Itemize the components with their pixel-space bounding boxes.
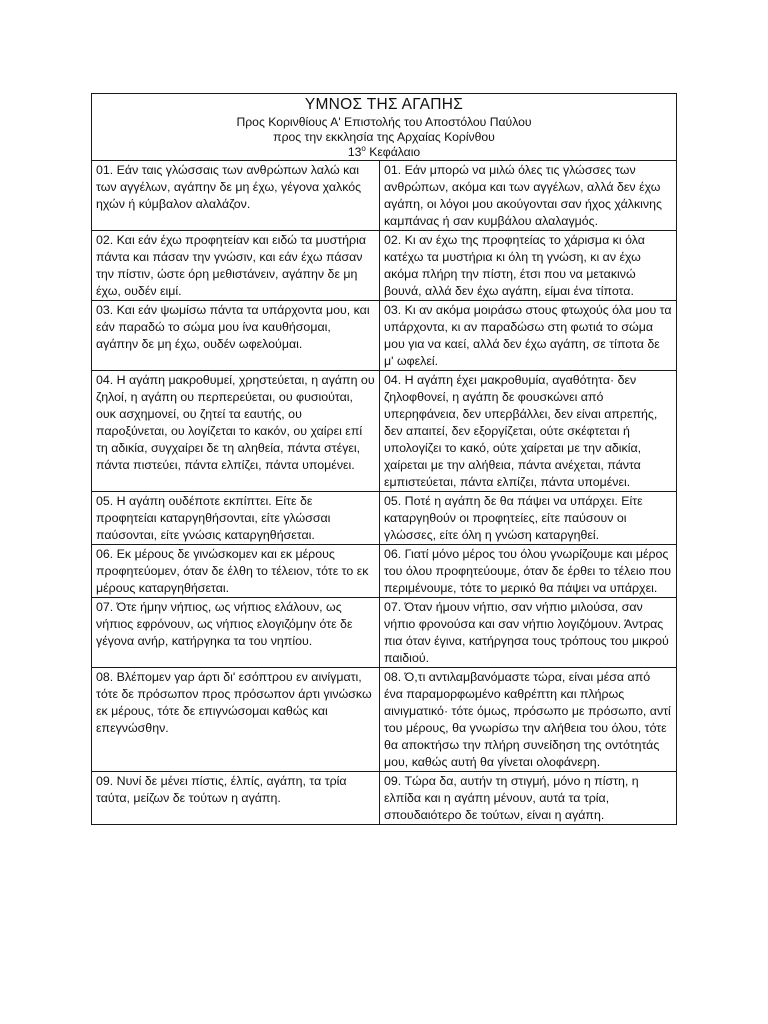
verse-row-01 xyxy=(92,161,677,231)
header-row xyxy=(92,94,677,161)
church-subtitle: προς την εκκλησία της Αρχαίας Κορίνθου xyxy=(273,130,495,144)
chapter-word: Κεφάλαιο xyxy=(365,145,421,159)
verse-row-06 xyxy=(92,545,677,598)
epistle-subtitle: Προς Κορινθίους Α' Επιστολής του Αποστόλου Παύλου xyxy=(236,115,532,129)
ancient-text-cell: 08. Βλέπομεν γαρ άρτι δι' εσόπτρου εν αινίγματι, τότε δε πρόσωπον προς πρόσωπον άρτι γινώσκω εκ μέρους, τότε δε επιγνώσομαι καθώς και επεγνώσθην. xyxy=(92,668,380,772)
modern-text-cell: 07. Όταν ήμουν νήπιο, σαν νήπιο μιλούσα, σαν νήπιο φρονούσα και σαν νήπιο λογιζόμουν. Άντρας πια όταν έγινα, κατήργησα τους τρόπους του μικρού παιδιού. xyxy=(380,598,677,668)
ancient-text-cell: 05. Η αγάπη ουδέποτε εκπίπτει. Είτε δε προφητείαι καταργηθήσονται, είτε γλώσσαι παύσονται, είτε γνώσις καταργηθήσεται. xyxy=(92,492,380,545)
modern-text-cell: 05. Ποτέ η αγάπη δε θα πάψει να υπάρχει. Είτε καταργηθούν οι προφητείες, είτε παύσουν οι γλώσσες, είτε όλη η γνώση καταργηθεί. xyxy=(380,492,677,545)
modern-text-cell: 02. Κι αν έχω της προφητείας το χάρισμα κι όλα κατέχω τα μυστήρια κι όλη τη γνώση, κι αν έχω ακόμα πλήρη την πίστη, έτσι που να μετακινώ βουνά, αλλά δεν έχω αγάπη, είμαι ένα τίποτα. xyxy=(380,231,677,301)
modern-text-cell: 04. Η αγάπη έχει μακροθυμία, αγαθότητα· δεν ζηλοφθονεί, η αγάπη δε φουσκώνει από υπερηφάνεια, δεν υπερβάλλει, δεν είναι απρεπής, δεν απαιτεί, δεν εξοργίζεται, ούτε σκέφτεται ή υπολογίζει το κακό, ούτε χαίρεται με την αδικία, χαίρεται με την αλήθεια, πάντα ανέχεται, πάντα εμπιστεύεται, πάντα ελπίζει, πάντα υπομένει. xyxy=(380,371,677,492)
modern-text-cell: 06. Γιατί μόνο μέρος του όλου γνωρίζουμε και μέρος του όλου προφητεύουμε, όταν δε έρθει το τέλειο που περιμένουμε, τότε το μερικό θα πάψει να υπάρχει. xyxy=(380,545,677,598)
ancient-text-cell: 02. Και εάν έχω προφητείαν και ειδώ τα μυστήρια πάντα και πάσαν την γνώσιν, και εάν έχω πάσαν την πίστιν, ώστε όρη μεθιστάνειν, αγάπην δε μη έχω, ουδέν ειμί. xyxy=(92,231,380,301)
chapter-ordinal: ο xyxy=(361,143,366,153)
hymn-table xyxy=(91,93,677,825)
modern-text-cell: 01. Εάν μπορώ να μιλώ όλες τις γλώσσες των ανθρώπων, ακόμα και των αγγέλων, αλλά δεν έχω αγάπη, οι λόγοι μου ακούγονται σαν ήχος χάλκινης καμπάνας ή σαν κυμβάλου αλαλαγμός. xyxy=(380,161,677,231)
modern-text-cell: 09. Τώρα δα, αυτήν τη στιγμή, μόνο η πίστη, η ελπίδα και η αγάπη μένουν, αυτά τα τρία, σπουδαιότερο δε τούτων, είναι η αγάπη. xyxy=(380,772,677,825)
verse-row-04 xyxy=(92,371,677,492)
verse-row-05 xyxy=(92,492,677,545)
verse-row-07 xyxy=(92,598,677,668)
ancient-text-cell: 06. Εκ μέρους δε γινώσκομεν και εκ μέρους προφητεύομεν, όταν δε έλθη το τέλειον, τότε το εκ μέρους καταργηθήσεται. xyxy=(92,545,380,598)
ancient-text-cell: 09. Νυνί δε μένει πίστις, έλπίς, αγάπη, τα τρία ταύτα, μείζων δε τούτων η αγάπη. xyxy=(92,772,380,825)
verse-row-03 xyxy=(92,301,677,371)
ancient-text-cell: 01. Εάν ταις γλώσσαις των ανθρώπων λαλώ και των αγγέλων, αγάπην δε μη έχω, γέγονα χαλκός ηχών ή κύμβαλον αλαλάζον. xyxy=(92,161,380,231)
chapter-number: 13 xyxy=(347,145,362,159)
header-cell xyxy=(92,94,677,161)
verse-row-08 xyxy=(92,668,677,772)
modern-text-cell: 08. Ό,τι αντιλαμβανόμαστε τώρα, είναι μέσα από ένα παραμορφωμένο καθρέπτη και πλήρως αινιγματικό· τότε όμως, πρόσωπο με πρόσωπο, αντί του μέρους, θα γνωρίσω την αλήθεια του όλου, τότε θα αποκτήσω την πλήρη συνείδηση της οντότητάς μου, καθώς αυτή θα γίνεται ολοφάνερη. xyxy=(380,668,677,772)
modern-text-cell: 03. Κι αν ακόμα μοιράσω στους φτωχούς όλα μου τα υπάρχοντα, κι αν παραδώσω στη φωτιά το σώμα μου για να καεί, αλλά δεν έχω αγάπη, σε τίποτα δε μ' ωφελεί. xyxy=(380,301,677,371)
ancient-text-cell: 04. Η αγάπη μακροθυμεί, χρηστεύεται, η αγάπη ου ζηλοί, η αγάπη ου περπερεύεται, ου φυσιούται, ουκ ασχημονεί, ου ζητεί τα εαυτής, ου παροξύνεται, ου λογίζεται το κακόν, ου χαίρει επί τη αδικία, συγχαίρει δε τη αληθεία, πάντα στέγει, πάντα πιστεύει, πάντα ελπίζει, πάντα υπομένει. xyxy=(92,371,380,492)
document-title: ΥΜΝΟΣ ΤΗΣ ΑΓΑΠΗΣ xyxy=(304,96,464,113)
ancient-text-cell: 03. Και εάν ψωμίσω πάντα τα υπάρχοντα μου, και εάν παραδώ το σώμα μου ίνα καυθήσομαι, αγάπην δε μη έχω, ουδέν ωφελούμαι. xyxy=(92,301,380,371)
chapter-label xyxy=(96,145,672,160)
verse-row-09 xyxy=(92,772,677,825)
verse-row-02 xyxy=(92,231,677,301)
ancient-text-cell: 07. Ότε ήμην νήπιος, ως νήπιος ελάλουν, ως νήπιος εφρόνουν, ως νήπιος ελογιζόμην ότε δε γέγονα ανήρ, κατήργηκα τα του νηπίου. xyxy=(92,598,380,668)
